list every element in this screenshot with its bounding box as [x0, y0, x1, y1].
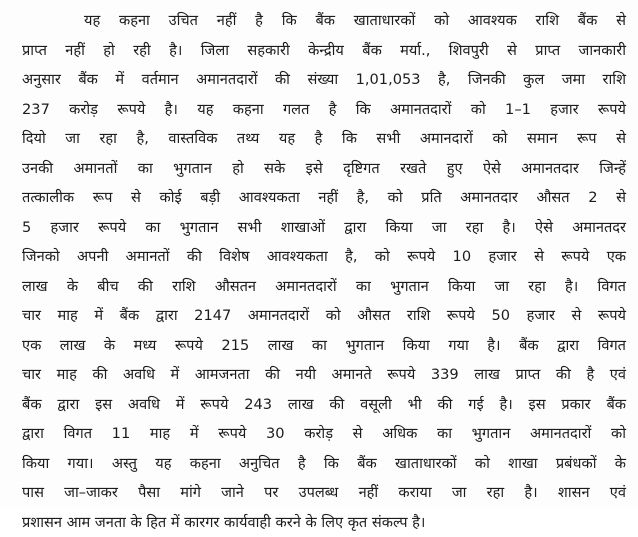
text-line: जिनको अपनी अमानतों की विशेष आवश्यकता है, को रूपये 10 हजार से रूपये एक: [22, 242, 626, 272]
text-line: द्वारा विगत 11 माह में रूपये 30 करोड़ से अधिक का भुगतान अमानतदारों को: [22, 419, 626, 449]
text-line: पास जा–जाकर पैसा मांगे जाने पर उपलब्ध नहीं कराया जा रहा है। शासन एवं: [22, 478, 626, 508]
text-line: प्रशासन आम जनता के हित में कारगर कार्यवाही करने के लिए कृत संकल्प है।: [22, 508, 626, 537]
text-line: चार माह में बैंक द्वारा 2147 अमानतदारों को औसत राशि रूपये 50 हजार से रूपये: [22, 301, 626, 331]
text-line: प्राप्त नहीं हो रही है। जिला सहकारी केन्द्रीय बैंक मर्या., शिवपुरी से प्राप्त जानकारी: [22, 36, 626, 66]
text-line: उनकी अमानतों का भुगतान हो सके इसे दृष्टिगत रखते हुए ऐसे अमानतदार जिन्हें: [22, 154, 626, 184]
text-line: बैंक द्वारा इस अवधि में रूपये 243 लाख की वसूली भी की गई है। इस प्रकार बैंक: [22, 390, 626, 420]
text-line: तत्कालीक रूप से कोई बड़ी आवश्यकता नहीं है, को प्रति अमानतदार औसत 2 से: [22, 183, 626, 213]
text-line: दियो जा रहा है, वास्तविक तथ्य यह है कि सभी अमानदारों को समान रूप से: [22, 124, 626, 154]
text-line: चार माह की अवधि में आमजनता की नयी अमानते रूपये 339 लाख प्राप्त की है एवं: [22, 360, 626, 390]
text-line: 5 हजार रूपये का भुगतान सभी शाखाओं द्वारा किया जा रहा है। ऐसे अमानतदर: [22, 213, 626, 243]
text-line: अनुसार बैंक में वर्तमान अमानतदारों की संख्या 1,01,053 है, जिनकी कुल जमा राशि: [22, 65, 626, 95]
text-line: यह कहना उचित नहीं है कि बैंक खाताधारकों को आवश्यक राशि बैंक से: [22, 6, 626, 36]
text-line: 237 करोड़ रूपये है। यह कहना गलत है कि अमानतदारों को 1–1 हजार रूपये: [22, 95, 626, 125]
paragraph: [22, 6, 626, 537]
text-line: किया गया। अस्तु यह कहना अनुचित है कि बैंक खाताधारकों को शाखा प्रबंधकों के: [22, 449, 626, 479]
text-line: लाख के बीच की राशि औसतन अमानतदारों का भुगतान किया जा रहा है। विगत: [22, 272, 626, 302]
text-line: एक लाख के मध्य रूपये 215 लाख का भुगतान किया गया है। बैंक द्वारा विगत: [22, 331, 626, 361]
